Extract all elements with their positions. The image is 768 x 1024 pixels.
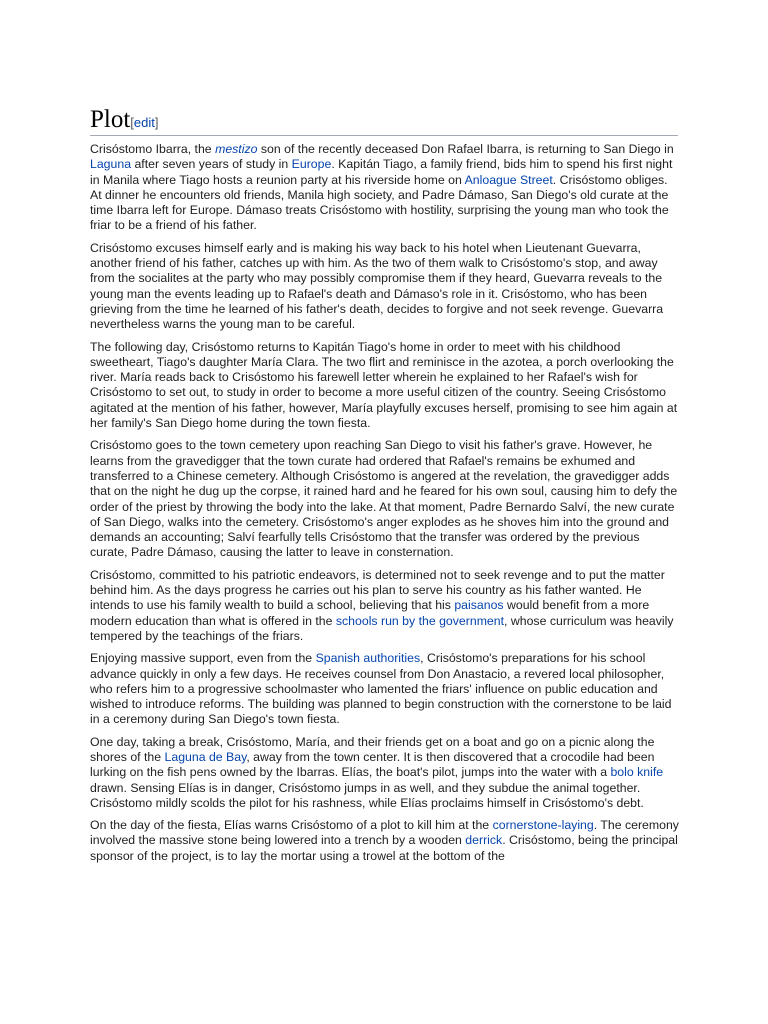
section-title: Plot: [90, 106, 131, 133]
edit-section: [130, 115, 158, 130]
article-body: [90, 142, 680, 871]
paragraph: [90, 142, 680, 234]
inline-link[interactable]: paisanos: [454, 598, 504, 613]
paragraph: [90, 735, 680, 811]
text-run: . Crisóstomo, being the principal sponsor of the project, is to lay the mortar using a trowel at the bottom of the: [90, 833, 678, 863]
text-run: Crisóstomo goes to the town cemetery upon reaching San Diego to visit his father's grave. However, he learns from the gravedigger that the town curate had ordered that Rafael's remains be exhumed and transferred to a Chinese cemetery. Although Crisóstomo is angered at the revelation, the gravedigger adds that on the night he dug up the corpse, it rained hard and he feared for his own soul, causing him to defy the order of the priest by throwing the body into the lake. At that moment, Padre Bernardo Salví, the new curate of San Diego, walks into the cemetery. Crisóstomo's anger explodes as he shoves him into the ground and demands an accounting; Salví fearfully tells Crisóstomo that the transfer was ordered by the previous curate, Padre Dámaso, causing the latter to leave in consternation.: [90, 438, 678, 560]
text-run: . The ceremony involved the massive stone being lowered into a trench by a wooden: [90, 818, 679, 848]
text-run: Crisóstomo, committed to his patriotic endeavors, is determined not to seek revenge and to put the matter behind him. As the days progress he carries out his plan to serve his country as his father wanted. He intends to use his family wealth to build a school, believing that his: [90, 567, 665, 613]
paragraph: [90, 241, 680, 333]
text-run: . Crisóstomo obliges. At dinner he encounters old friends, Manila high society, and Padre Dámaso, San Diego's old curate at the time Ibarra left for Europe. Dámaso treats Crisóstomo with hostility, surprising the young man who took the friar to be a friend of his father.: [90, 172, 669, 233]
paragraph: [90, 818, 680, 864]
paragraph: [90, 438, 680, 560]
text-run: Crisóstomo Ibarra, the: [90, 142, 216, 156]
text-run: , away from the town center. It is then discovered that a crocodile had been lurking on the fish pens owned by the Ibarras. Elías, the boat's pilot, jumps into the water with a: [90, 749, 655, 780]
text-run: Crisóstomo excuses himself early and is making his way back to his hotel when Lieutenant Guevarra, another friend of his father, catches up with him. As the two of them walk to Crisóstomo's stop, and away from the socialites at the party who may possibly compromise them if they heard, Guevarra reveals to the young man the events leading up to Rafael's death and Dámaso's role in it. Crisóstomo, who has been grieving from the time he learned of his father's death, decides to forgive and not seek revenge. Guevarra nevertheless warns the young man to be careful.: [90, 240, 664, 332]
text-run: The following day, Crisóstomo returns to Kapitán Tiago's home in order to meet with his childhood sweetheart, Tiago's daughter María Clara. The two flirt and reminisce in the azotea, a porch overlooking the river. María reads back to Crisóstomo his farewell letter wherein he explained to her Rafael's wish for Crisóstomo to set out, to study in order to become a more useful citizen of the country. Seeing Crisóstomo agitated at the mention of his father, however, María playfully excuses herself, promising to see him again at her family's San Diego home during the town fiesta.: [90, 339, 678, 431]
text-run: son of the recently deceased Don Rafael Ibarra, is returning to San Diego in: [257, 142, 674, 156]
text-run: drawn. Sensing Elías is in danger, Crisóstomo jumps in as well, and they subdue the animal together. Crisóstomo mildly scolds the pilot for his rashness, while Elías proclaims himself in Crisóstomo's debt.: [90, 780, 644, 810]
edit-link[interactable]: edit: [133, 115, 155, 130]
edit-bracket-open: [: [130, 115, 134, 130]
text-run: Enjoying massive support, even from the: [90, 651, 316, 666]
paragraph: [90, 568, 680, 644]
inline-link[interactable]: Laguna de Bay: [164, 749, 247, 764]
inline-link[interactable]: bolo knife: [610, 765, 664, 780]
section-heading: [90, 106, 678, 136]
text-run: after seven years of study in: [131, 157, 292, 172]
edit-bracket-close: ]: [154, 115, 159, 130]
inline-link[interactable]: Laguna: [90, 157, 132, 172]
inline-link[interactable]: Anloague Street: [464, 172, 553, 187]
paragraph: [90, 340, 680, 432]
text-run: , whose curriculum was heavily tempered by the teachings of the friars.: [90, 613, 674, 643]
inline-link[interactable]: derrick: [465, 833, 503, 848]
inline-link[interactable]: mestizo: [215, 142, 258, 156]
text-run: . Kapitán Tiago, a family friend, bids him to spend his first night in Manila where Tiago hosts a reunion party at his riverside home on: [90, 157, 673, 187]
text-run: would benefit from a more modern education than what is offered in the: [90, 598, 650, 628]
inline-link[interactable]: Spanish authorities: [315, 651, 421, 666]
inline-link[interactable]: cornerstone-laying: [492, 818, 594, 833]
paragraph: [90, 651, 680, 727]
inline-link[interactable]: schools run by the government: [335, 613, 505, 628]
text-run: On the day of the fiesta, Elías warns Crisóstomo of a plot to kill him at the: [90, 818, 493, 833]
text-run: One day, taking a break, Crisóstomo, María, and their friends get on a boat and go on a picnic along the shores of the: [90, 734, 655, 764]
inline-link[interactable]: Europe: [291, 157, 332, 172]
text-run: , Crisóstomo's preparations for his school advance quickly in only a few days. He receives counsel from Don Anastacio, a revered local philosopher, who refers him to a progressive schoolmaster who lamented the friars' influence on public education and wished to introduce reforms. The building was planned to begin construction with the cornerstone to be laid in a ceremony during San Diego's town fiesta.: [90, 651, 672, 727]
